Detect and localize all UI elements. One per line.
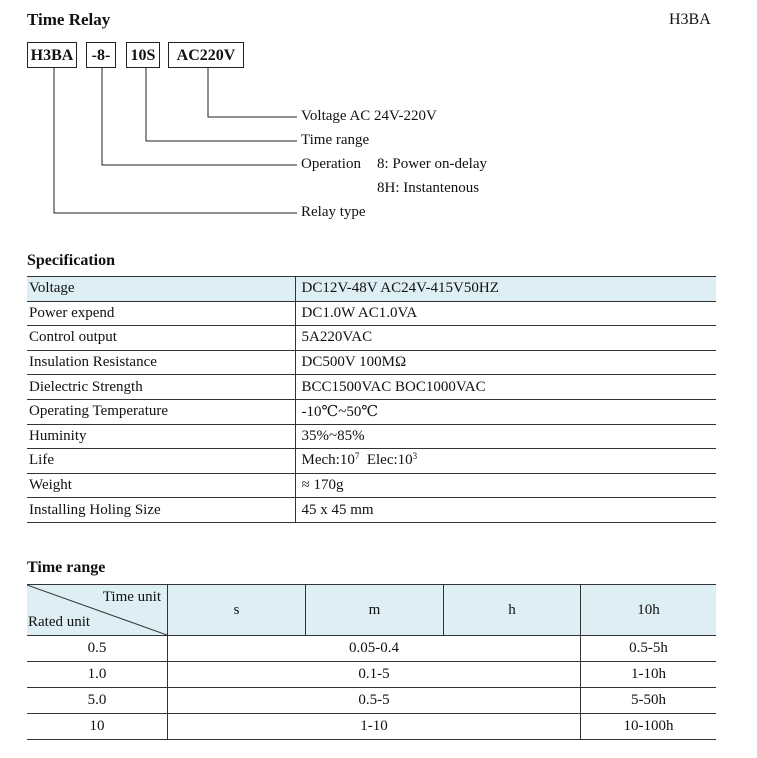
range-10h-cell: 1-10h [581,662,717,688]
range-cell: 0.1-5 [168,662,581,688]
life-elec-exponent: 3 [412,451,418,462]
unit-header-s: s [168,585,306,636]
spec-key: Weight [27,473,295,498]
spec-key: Huminity [27,424,295,449]
range-10h-cell: 10-100h [581,714,717,740]
time-range-title: Time range [27,559,106,576]
table-row [27,662,716,688]
model-label: H3BA [669,11,711,28]
rated-cell: 1.0 [27,662,168,688]
table-row [27,399,716,424]
spec-value: 45 x 45 mm [295,498,716,523]
table-row [27,449,716,474]
table-row [27,498,716,523]
life-mech-exponent: 7 [354,451,360,462]
spec-value-life [295,449,716,474]
range-cell: 0.05-0.4 [168,636,581,662]
table-row [27,350,716,375]
time-range-table [27,584,716,740]
spec-value: DC500V 100MΩ [295,350,716,375]
spec-key: Power expend [27,301,295,326]
label-operation: Operation [301,156,361,172]
spec-value: -10℃~50℃ [295,399,716,424]
table-row [27,714,716,740]
label-operation-option-1: 8: Power on-delay [377,156,487,172]
spec-key: Installing Holing Size [27,498,295,523]
range-10h-cell: 0.5-5h [581,636,717,662]
rated-unit-label: Rated unit [28,614,91,630]
code-part-time-range: 10S [126,42,160,68]
unit-header-10h: 10h [581,585,717,636]
life-mech: Mech:10 [301,452,355,469]
page-title: Time Relay [27,10,111,29]
spec-value: 35%~85% [295,424,716,449]
table-header-row [27,585,716,636]
label-operation-option-2: 8H: Instantenous [377,180,480,196]
spec-key: Control output [27,326,295,351]
table-row [27,277,716,302]
spec-value: BCC1500VAC BOC1000VAC [295,375,716,400]
spec-value: ≈ 170g [295,473,716,498]
time-unit-label: Time unit [102,589,161,605]
table-row [27,636,716,662]
spec-key: Dielectric Strength [27,375,295,400]
life-elec: Elec:10 [366,452,413,469]
table-row [27,375,716,400]
code-part-operation: -8- [86,42,116,68]
spec-key: Life [27,449,295,474]
spec-key: Insulation Resistance [27,350,295,375]
range-cell: 0.5-5 [168,688,581,714]
table-row [27,473,716,498]
spec-value: DC12V-48V AC24V-415V50HZ [295,277,716,302]
rated-cell: 5.0 [27,688,168,714]
table-row [27,326,716,351]
table-row [27,688,716,714]
rated-cell: 10 [27,714,168,740]
table-row [27,424,716,449]
code-part-voltage: AC220V [168,42,244,68]
range-cell: 1-10 [168,714,581,740]
specification-title: Specification [27,252,115,269]
label-voltage: Voltage AC 24V-220V [301,108,437,124]
unit-header-m: m [306,585,444,636]
rated-cell: 0.5 [27,636,168,662]
specification-table [27,276,716,523]
unit-header-h: h [444,585,581,636]
spec-value: 5A220VAC [295,326,716,351]
range-10h-cell: 5-50h [581,688,717,714]
spec-value: DC1.0W AC1.0VA [295,301,716,326]
corner-header-cell [27,585,168,636]
label-relay-type: Relay type [301,204,366,220]
label-time-range: Time range [301,132,370,148]
code-part-model: H3BA [27,42,77,68]
table-row [27,301,716,326]
spec-key: Voltage [27,277,295,302]
spec-key: Operating Temperature [27,399,295,424]
